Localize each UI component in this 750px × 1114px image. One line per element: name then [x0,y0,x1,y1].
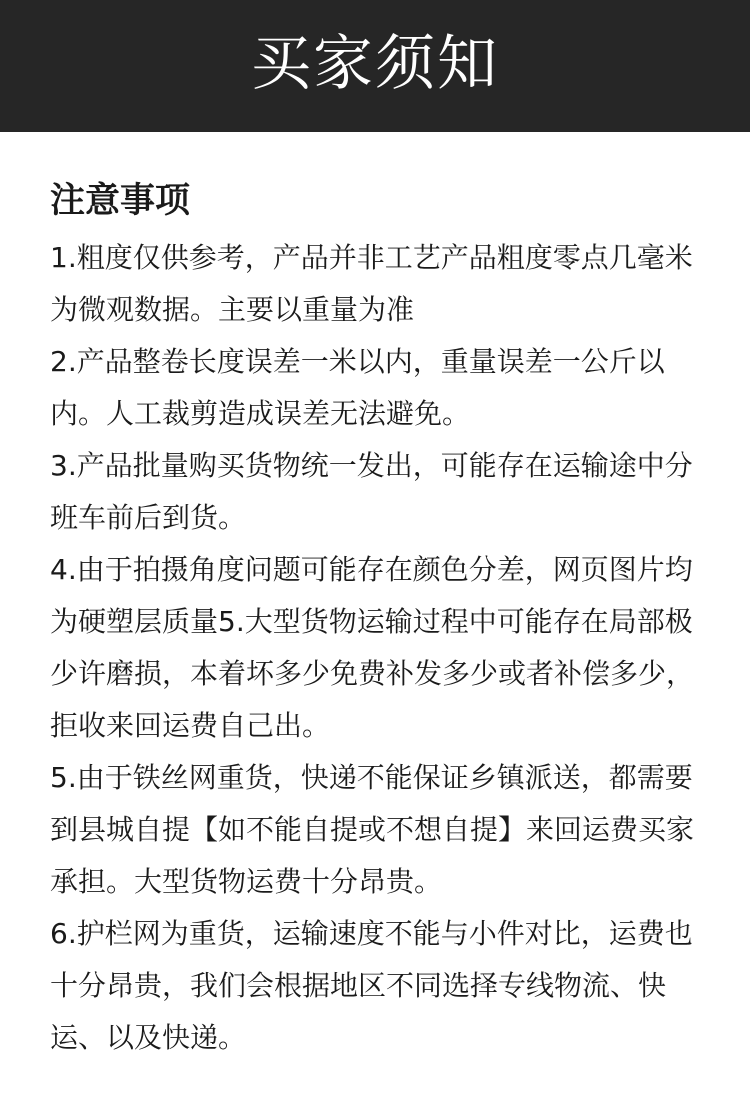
notice-heading: 注意事项 [50,181,191,221]
header-banner [0,0,750,132]
notice-item-5: 5.由于铁丝网重货，快递不能保证乡镇派送，都需要到县城自提【如不能自提或不想自提】来回运费买家承担。大型货物运费十分昂贵。 [50,761,695,898]
notice-item-4: 4.由于拍摄角度问题可能存在颜色分差，网页图片均为硬塑层质量5.大型货物运输过程中可能存在局部极少许磨损，本着坏多少免费补发多少或者补偿多少，拒收来回运费自己出。 [50,553,695,742]
notice-item-3: 3.产品批量购买货物统一发出，可能存在运输途中分班车前后到货。 [50,449,693,534]
notice-section [50,170,720,1064]
notice-item-1: 1.粗度仅供参考，产品并非工艺产品粗度零点几毫米为微观数据。主要以重量为准 [50,241,693,326]
page-title: 买家须知 [251,29,499,99]
notice-item-2: 2.产品整卷长度误差一米以内，重量误差一公斤以内。人工裁剪造成误差无法避免。 [50,345,665,430]
notice-item-6: 6.护栏网为重货，运输速度不能与小件对比，运费也十分昂贵，我们会根据地区不同选择专线物流、快运、以及快递。 [50,917,693,1054]
notice-list [50,232,720,1064]
